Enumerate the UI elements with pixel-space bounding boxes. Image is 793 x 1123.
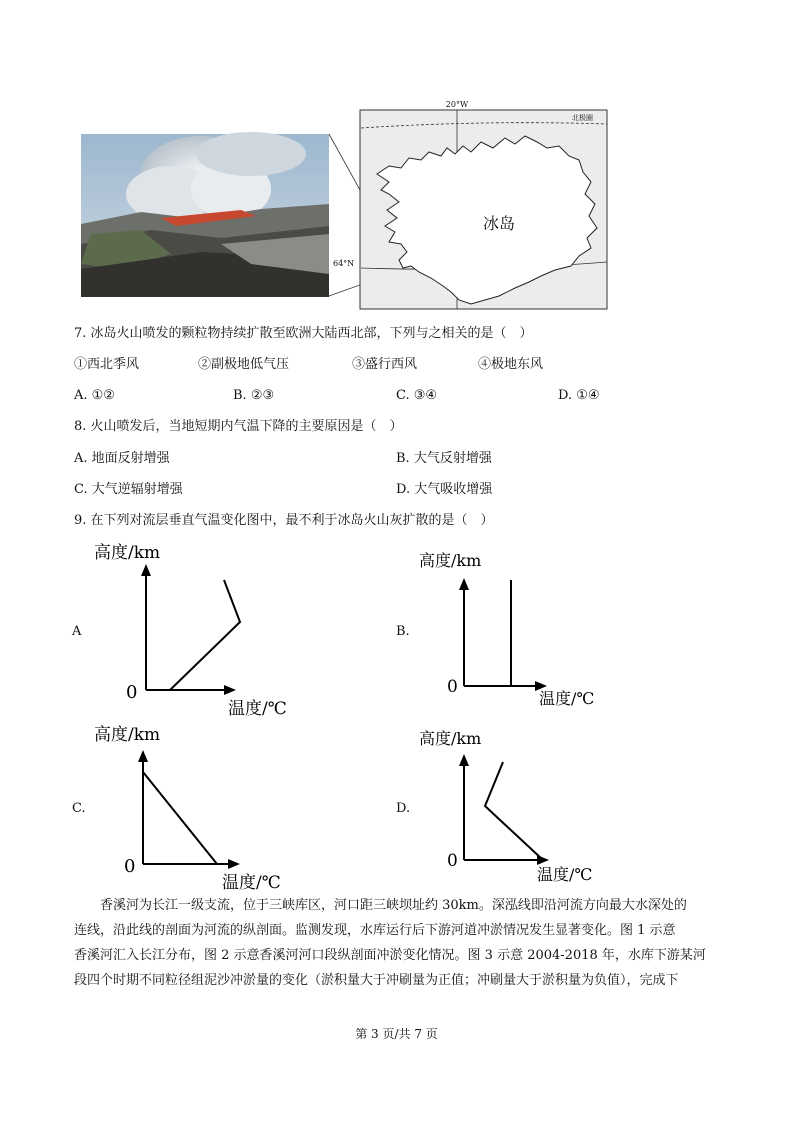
- graph-b-y-arrow: [459, 578, 469, 590]
- graph-c-x-arrow: [228, 859, 240, 869]
- graph-a-y-arrow: [141, 564, 151, 576]
- passage-line-2: 连线，沿此线的剖面为河流的纵剖面。监测发现，水库运行后下游河道冲淤情况发生显著变化。图 1 示意: [74, 923, 676, 938]
- volcano-photo: [81, 134, 329, 297]
- volcano-photo-drawing: [81, 134, 329, 297]
- q7-item-1: ①西北季风: [74, 357, 140, 372]
- graph-d-ylabel: 高度/km: [419, 729, 482, 748]
- island-label: 冰岛: [482, 214, 516, 233]
- graph-a-ylabel: 高度/km: [94, 543, 161, 563]
- graph-c-option-label: C.: [72, 801, 86, 816]
- q7-option-b: B. ②③: [233, 388, 275, 403]
- q7-item-2: ②副极地低气压: [198, 357, 290, 372]
- graph-c: [90, 718, 300, 892]
- graph-b-ylabel: 高度/km: [419, 551, 482, 570]
- passage-line-1: 香溪河为长江一级支流，位于三峡库区，河口距三峡坝址约 30km。深泓线即沿河流方向最大水深处的: [100, 898, 687, 913]
- graph-b: [415, 546, 615, 712]
- graph-c-y-arrow: [138, 750, 148, 762]
- graph-a-xlabel: 温度/℃: [228, 699, 287, 719]
- q7-option-d: D. ①④: [558, 388, 600, 403]
- q8-option-d: D. 大气吸收增强: [396, 482, 493, 497]
- q7-item-4: ④极地东风: [478, 357, 544, 372]
- question-8-stem: 8. 火山喷发后，当地短期内气温下降的主要原因是（ ）: [74, 419, 403, 434]
- graph-b-origin: 0: [447, 677, 458, 697]
- graph-a-origin: 0: [126, 682, 138, 703]
- latitude-label: 64°N: [333, 259, 355, 268]
- question-7-stem: 7. 冰岛火山喷发的颗粒物持续扩散至欧洲大陆西北部，下列与之相关的是（ ）: [74, 326, 533, 341]
- passage-line-4: 段四个时期不同粒径组泥沙冲淤量的变化（淤积量大于冲刷量为正值；冲刷量大于淤积量为负值），完成下: [74, 973, 679, 988]
- graph-d-option-label: D.: [396, 801, 411, 816]
- reading-passage: [74, 893, 724, 993]
- iceland-map: [333, 96, 609, 310]
- graph-c-xlabel: 温度/℃: [222, 873, 281, 893]
- graph-d-temperature-curve: [485, 762, 543, 860]
- graph-a: [90, 538, 320, 720]
- graph-d-xlabel: 温度/℃: [537, 865, 593, 884]
- q8-option-a: A. 地面反射增强: [74, 451, 170, 466]
- graph-a-temperature-curve: [170, 580, 240, 690]
- graph-d-y-arrow: [459, 754, 469, 766]
- q8-option-b: B. 大气反射增强: [396, 451, 492, 466]
- q7-item-3: ③盛行西风: [352, 357, 418, 372]
- graph-c-temperature-curve: [143, 772, 217, 864]
- q7-option-c: C. ③④: [396, 388, 438, 403]
- q7-option-a: A. ①②: [74, 388, 115, 403]
- graph-b-xlabel: 温度/℃: [539, 689, 595, 708]
- question-9-stem: 9. 在下列对流层垂直气温变化图中，最不利于冰岛火山灰扩散的是（ ）: [74, 513, 494, 528]
- passage-line-3: 香溪河汇入长江分布，图 2 示意香溪河河口段纵剖面冲淤变化情况。图 3 示意 2004-2018 年，水库下游某河: [74, 948, 706, 963]
- graph-a-option-label: A: [72, 624, 82, 639]
- graph-d: [415, 724, 615, 886]
- graph-a-x-arrow: [224, 685, 236, 695]
- iceland-map-drawing: [333, 96, 609, 310]
- page-number: 第 3 页/共 7 页: [355, 1027, 438, 1041]
- meridian-label: 20°W: [445, 100, 469, 109]
- graph-c-origin: 0: [124, 856, 136, 877]
- q8-option-c: C. 大气逆辐射增强: [74, 482, 183, 497]
- arctic-circle-label: 北极圈: [572, 114, 593, 122]
- graph-c-ylabel: 高度/km: [94, 725, 161, 745]
- graph-b-option-label: B.: [396, 624, 410, 639]
- graph-d-origin: 0: [447, 851, 458, 871]
